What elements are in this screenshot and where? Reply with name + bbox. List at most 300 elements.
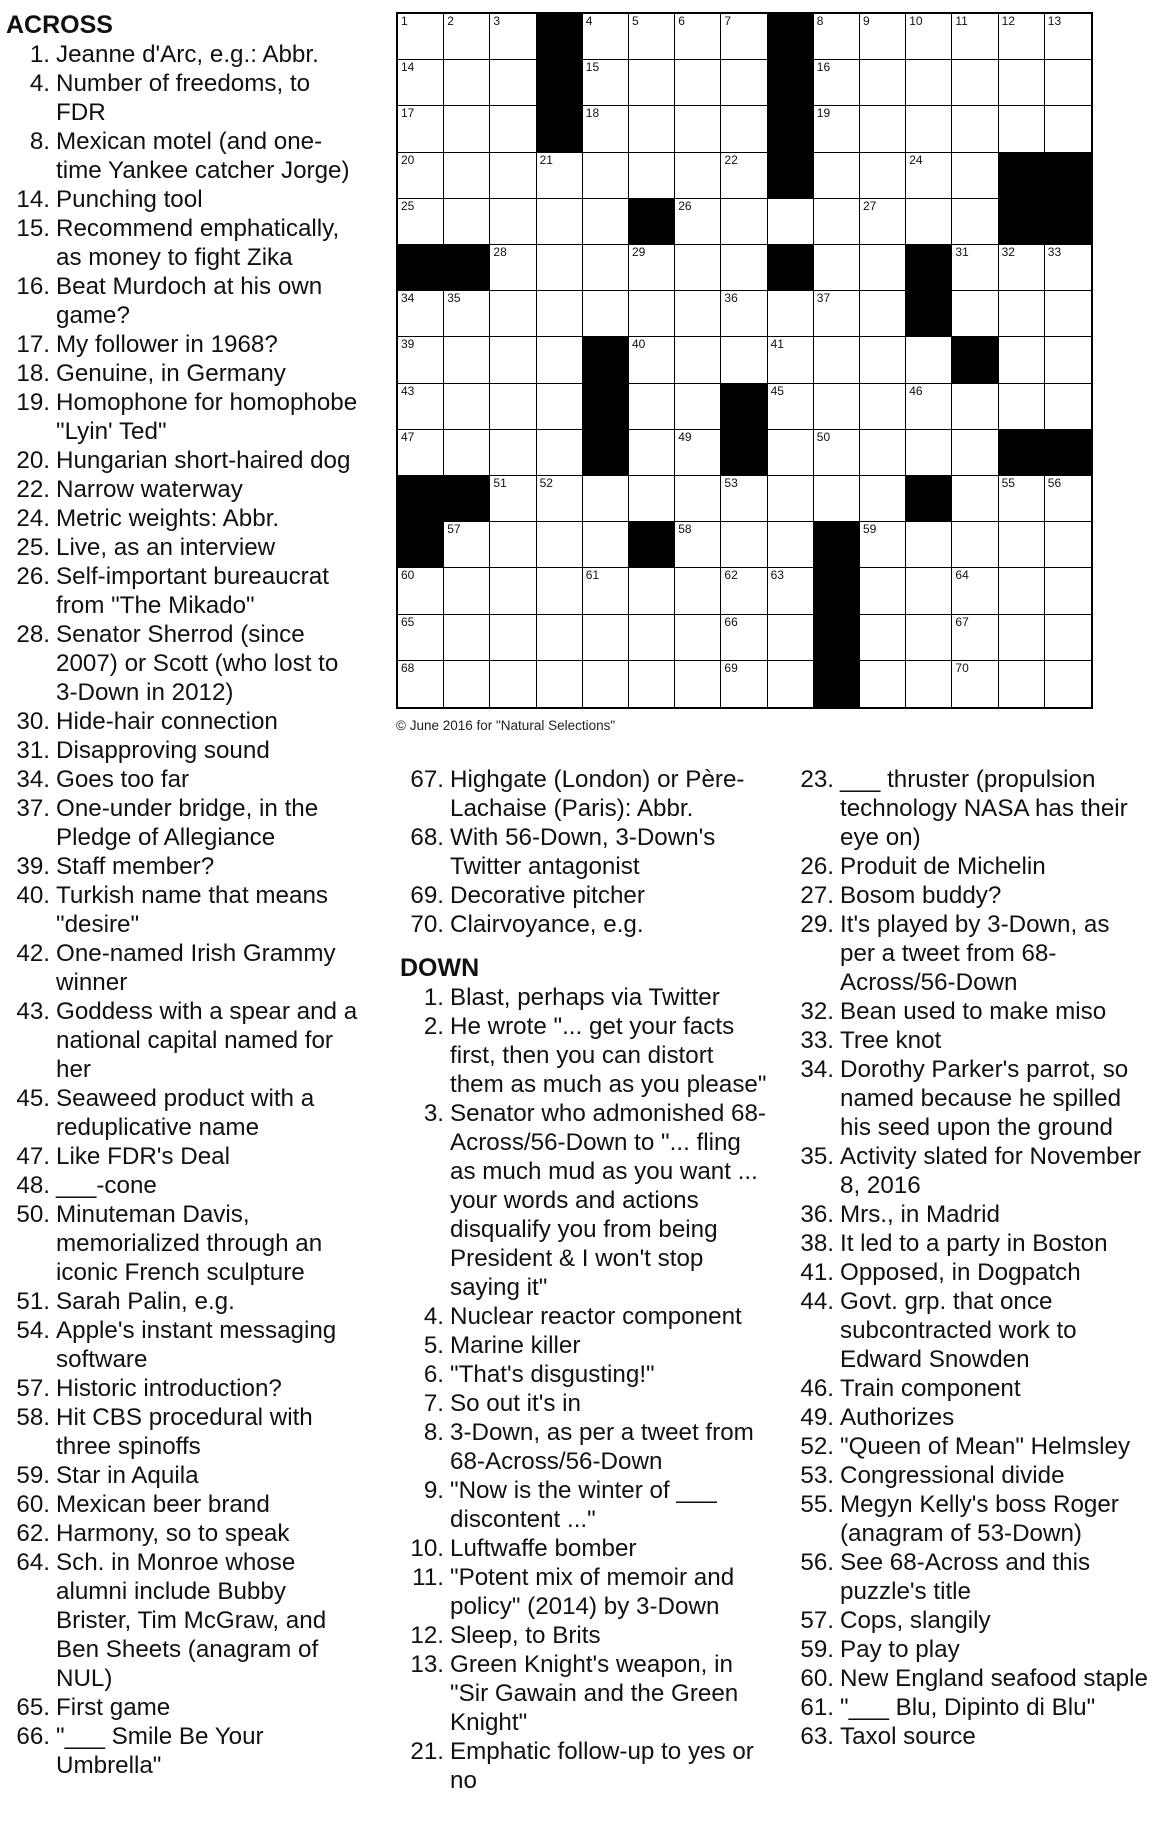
grid-cell[interactable] [583, 60, 629, 106]
cell-number: 39 [401, 337, 415, 352]
grid-cell[interactable] [537, 661, 583, 707]
grid-cell[interactable] [398, 60, 444, 106]
grid-cell[interactable] [768, 568, 814, 614]
clue-text: Activity slated for November 8, 2016 [840, 1143, 1142, 1199]
clue-text: Beat Murdoch at his own game? [56, 273, 323, 329]
clue-number: 53. [800, 1462, 834, 1489]
grid-cell[interactable] [675, 568, 721, 614]
down-clue [790, 1606, 1150, 1635]
grid-cell[interactable] [952, 476, 998, 522]
grid-cell[interactable] [860, 291, 906, 337]
clue-text: It's played by 3-Down, as per a tweet from 68-Across/56-Down [840, 911, 1110, 996]
down-clue [790, 1490, 1150, 1548]
grid-cell[interactable] [999, 106, 1045, 152]
grid-cell[interactable] [490, 661, 536, 707]
grid-cell[interactable] [814, 476, 860, 522]
grid-cell[interactable] [444, 384, 490, 430]
clue-number: 7. [423, 1390, 444, 1417]
clue-number: 26. [800, 853, 834, 880]
cell-number: 24 [909, 152, 923, 167]
grid-cell[interactable] [906, 106, 952, 152]
clue-number: 58. [16, 1404, 50, 1431]
grid-cell[interactable] [952, 60, 998, 106]
grid-cell[interactable] [860, 245, 906, 291]
grid-cell[interactable] [1045, 291, 1091, 337]
clue-number: 12. [410, 1622, 444, 1649]
grid-cell[interactable] [629, 245, 675, 291]
grid-cell[interactable] [444, 199, 490, 245]
grid-cell[interactable] [398, 199, 444, 245]
cell-number: 43 [401, 383, 415, 398]
clue-number: 2. [423, 1013, 444, 1040]
clue-number: 36. [800, 1201, 834, 1228]
grid-cell[interactable] [860, 522, 906, 568]
grid-cell[interactable] [490, 476, 536, 522]
grid-cell[interactable] [814, 337, 860, 383]
grid-cell[interactable] [490, 337, 536, 383]
grid-cell[interactable] [1045, 476, 1091, 522]
clue-number: 60. [16, 1491, 50, 1518]
across-heading: ACROSS [6, 11, 113, 39]
cell-number: 52 [539, 476, 553, 490]
grid-cell[interactable] [444, 661, 490, 707]
cell-number: 55 [1001, 476, 1015, 490]
grid-cell[interactable] [444, 615, 490, 661]
grid-cell[interactable] [490, 291, 536, 337]
clue-number: 27. [800, 882, 834, 909]
grid-cell[interactable] [906, 615, 952, 661]
grid-cell[interactable] [444, 430, 490, 476]
grid-cell[interactable] [860, 615, 906, 661]
clue-text: Bean used to make miso [840, 998, 1107, 1025]
clue-text: Mexican motel (and one-time Yankee catcher Jorge) [56, 128, 350, 184]
grid-cell[interactable] [999, 384, 1045, 430]
cell-number: 69 [724, 660, 738, 675]
grid-cell[interactable] [768, 661, 814, 707]
cell-number: 60 [401, 568, 415, 583]
grid-cell[interactable] [952, 153, 998, 199]
clue-text: Historic introduction? [56, 1375, 282, 1402]
clue-text: Blast, perhaps via Twitter [450, 984, 720, 1011]
cell-number: 20 [401, 152, 415, 167]
clue-number: 32. [800, 998, 834, 1025]
grid-cell[interactable] [999, 291, 1045, 337]
cell-number: 37 [816, 291, 831, 306]
clue-text: Highgate (London) or Père-Lachaise (Paris): Abbr. [450, 766, 745, 822]
clue-number: 23. [800, 766, 834, 793]
grid-cell[interactable] [721, 476, 767, 522]
grid-cell[interactable] [398, 430, 444, 476]
grid-cell[interactable] [814, 106, 860, 152]
grid-cell[interactable] [952, 291, 998, 337]
grid-cell[interactable] [537, 615, 583, 661]
grid-cell[interactable] [583, 291, 629, 337]
clue-number: 10. [410, 1535, 444, 1562]
cell-number: 25 [401, 198, 415, 213]
grid-cell[interactable] [721, 245, 767, 291]
grid-cell[interactable] [629, 430, 675, 476]
clue-text: Seaweed product with a reduplicative name [56, 1085, 315, 1141]
grid-cell[interactable] [398, 337, 444, 383]
down-clue [790, 1287, 1150, 1374]
clue-text: Sleep, to Brits [450, 1622, 601, 1649]
cell-number: 10 [909, 14, 923, 28]
grid-cell[interactable] [629, 291, 675, 337]
grid-cell[interactable] [398, 661, 444, 707]
grid-cell[interactable] [814, 199, 860, 245]
grid-cell[interactable] [860, 661, 906, 707]
grid-block [721, 430, 767, 476]
clue-text: Genuine, in Germany [56, 360, 286, 387]
cell-number: 61 [585, 568, 600, 583]
grid-cell[interactable] [860, 14, 906, 60]
grid-cell[interactable] [768, 430, 814, 476]
grid-cell[interactable] [906, 14, 952, 60]
clue-text: Megyn Kelly's boss Roger (anagram of 53-Down) [840, 1491, 1119, 1547]
grid-cell[interactable] [398, 153, 444, 199]
grid-block [768, 14, 814, 60]
clue-text: Jeanne d'Arc, e.g.: Abbr. [56, 41, 319, 68]
grid-cell[interactable] [490, 522, 536, 568]
grid-cell[interactable] [675, 522, 721, 568]
grid-cell[interactable] [629, 661, 675, 707]
grid-cell[interactable] [629, 14, 675, 60]
cell-number: 5 [632, 14, 639, 28]
cell-number: 45 [770, 383, 784, 398]
grid-cell[interactable] [629, 568, 675, 614]
grid-cell[interactable] [721, 615, 767, 661]
grid-block [1045, 199, 1091, 245]
grid-cell[interactable] [444, 153, 490, 199]
down-clue [790, 1693, 1150, 1722]
grid-cell[interactable] [814, 384, 860, 430]
grid-cell[interactable] [906, 153, 952, 199]
grid-cell[interactable] [999, 337, 1045, 383]
grid-cell[interactable] [537, 245, 583, 291]
grid-cell[interactable] [952, 661, 998, 707]
grid-cell[interactable] [629, 106, 675, 152]
grid-cell[interactable] [1045, 106, 1091, 152]
cell-number: 1 [401, 14, 408, 28]
grid-cell[interactable] [583, 661, 629, 707]
across-clue [6, 1461, 364, 1490]
grid-cell[interactable] [675, 430, 721, 476]
grid-cell[interactable] [398, 384, 444, 430]
across-clue [6, 939, 364, 997]
cell-number: 41 [770, 337, 784, 352]
across-clue [6, 1287, 364, 1316]
grid-cell[interactable] [537, 153, 583, 199]
grid-cell[interactable] [860, 153, 906, 199]
across-clue [6, 1374, 364, 1403]
grid-cell[interactable] [999, 476, 1045, 522]
grid-cell[interactable] [952, 615, 998, 661]
grid-cell[interactable] [952, 199, 998, 245]
down-clue [400, 1621, 770, 1650]
grid-cell[interactable] [999, 568, 1045, 614]
grid-cell[interactable] [906, 522, 952, 568]
grid-cell[interactable] [675, 199, 721, 245]
cell-number: 46 [909, 383, 923, 398]
grid-cell[interactable] [583, 245, 629, 291]
cell-number: 58 [678, 522, 692, 537]
grid-cell[interactable] [398, 106, 444, 152]
grid-cell[interactable] [583, 522, 629, 568]
grid-cell[interactable] [398, 14, 444, 60]
grid-cell[interactable] [490, 430, 536, 476]
grid-cell[interactable] [537, 522, 583, 568]
grid-cell[interactable] [860, 430, 906, 476]
grid-cell[interactable] [860, 199, 906, 245]
across-clue [6, 69, 364, 127]
grid-cell[interactable] [490, 106, 536, 152]
down-clue [790, 852, 1150, 881]
clue-number: 17. [16, 331, 50, 358]
grid-cell[interactable] [675, 476, 721, 522]
grid-cell[interactable] [537, 568, 583, 614]
across-clue [6, 272, 364, 330]
grid-cell[interactable] [398, 615, 444, 661]
across-clue [6, 330, 364, 359]
grid-cell[interactable] [768, 615, 814, 661]
grid-cell[interactable] [583, 568, 629, 614]
grid-cell[interactable] [629, 384, 675, 430]
clue-number: 26. [16, 563, 50, 590]
clue-text: Mexican beer brand [56, 1491, 270, 1518]
grid-cell[interactable] [583, 106, 629, 152]
cell-number: 18 [585, 106, 600, 121]
grid-cell[interactable] [999, 615, 1045, 661]
grid-block [814, 615, 860, 661]
grid-cell[interactable] [537, 291, 583, 337]
grid-cell[interactable] [1045, 384, 1091, 430]
across-clue [6, 40, 364, 69]
grid-cell[interactable] [952, 106, 998, 152]
grid-cell[interactable] [583, 199, 629, 245]
grid-cell[interactable] [675, 153, 721, 199]
across-clue [6, 1171, 364, 1200]
grid-cell[interactable] [490, 153, 536, 199]
clue-number: 4. [29, 70, 50, 97]
grid-cell[interactable] [444, 291, 490, 337]
grid-cell[interactable] [583, 14, 629, 60]
grid-cell[interactable] [999, 60, 1045, 106]
clue-text: Homophone for homophobe "Lyin' Ted" [56, 389, 358, 445]
across-clue [6, 214, 364, 272]
grid-cell[interactable] [952, 522, 998, 568]
grid-cell[interactable] [490, 384, 536, 430]
grid-cell[interactable] [860, 568, 906, 614]
clue-number: 49. [800, 1404, 834, 1431]
grid-cell[interactable] [768, 384, 814, 430]
down-clue [790, 997, 1150, 1026]
grid-cell[interactable] [906, 60, 952, 106]
clue-text: So out it's in [450, 1390, 581, 1417]
down-clue [790, 1142, 1150, 1200]
grid-cell[interactable] [675, 245, 721, 291]
across-clue [6, 707, 364, 736]
grid-block [583, 384, 629, 430]
grid-cell[interactable] [768, 199, 814, 245]
grid-cell[interactable] [444, 60, 490, 106]
grid-cell[interactable] [583, 615, 629, 661]
grid-cell[interactable] [675, 337, 721, 383]
clue-text: Emphatic follow-up to yes or no [450, 1738, 754, 1794]
grid-cell[interactable] [952, 384, 998, 430]
across-clue [6, 1548, 364, 1693]
grid-cell[interactable] [906, 430, 952, 476]
clue-text: Mrs., in Madrid [840, 1201, 1000, 1228]
clue-text: Luftwaffe bomber [450, 1535, 637, 1562]
grid-cell[interactable] [999, 661, 1045, 707]
grid-cell[interactable] [768, 522, 814, 568]
grid-cell[interactable] [952, 245, 998, 291]
clue-text: Live, as an interview [56, 534, 276, 561]
grid-cell[interactable] [675, 14, 721, 60]
grid-cell[interactable] [952, 568, 998, 614]
grid-cell[interactable] [721, 522, 767, 568]
grid-cell[interactable] [814, 291, 860, 337]
grid-cell[interactable] [444, 522, 490, 568]
across-clue [6, 533, 364, 562]
grid-cell[interactable] [583, 153, 629, 199]
grid-cell[interactable] [721, 199, 767, 245]
grid-cell[interactable] [583, 476, 629, 522]
grid-cell[interactable] [629, 153, 675, 199]
grid-cell[interactable] [444, 568, 490, 614]
across-clue [6, 794, 364, 852]
clue-text: Marine killer [450, 1332, 581, 1359]
grid-cell[interactable] [906, 568, 952, 614]
grid-cell[interactable] [1045, 337, 1091, 383]
grid-cell[interactable] [999, 245, 1045, 291]
clue-number: 15. [16, 215, 50, 242]
grid-cell[interactable] [398, 291, 444, 337]
grid-cell[interactable] [1045, 568, 1091, 614]
down-clue [400, 1012, 770, 1099]
grid-cell[interactable] [906, 199, 952, 245]
grid-cell[interactable] [1045, 522, 1091, 568]
grid-cell[interactable] [444, 14, 490, 60]
clue-number: 20. [16, 447, 50, 474]
across-clue [400, 881, 770, 910]
cell-number: 56 [1047, 476, 1062, 490]
grid-cell[interactable] [906, 337, 952, 383]
grid-cell[interactable] [537, 430, 583, 476]
grid-cell[interactable] [537, 384, 583, 430]
grid-cell[interactable] [490, 199, 536, 245]
grid-cell[interactable] [629, 615, 675, 661]
grid-cell[interactable] [1045, 60, 1091, 106]
grid-cell[interactable] [814, 60, 860, 106]
across-clue [6, 1316, 364, 1374]
grid-cell[interactable] [721, 337, 767, 383]
clue-text: See 68-Across and this puzzle's title [840, 1549, 1091, 1605]
grid-cell[interactable] [675, 60, 721, 106]
grid-cell[interactable] [814, 430, 860, 476]
clue-text: Metric weights: Abbr. [56, 505, 280, 532]
grid-cell[interactable] [675, 615, 721, 661]
cell-number: 2 [447, 14, 454, 28]
grid-cell[interactable] [721, 60, 767, 106]
grid-cell[interactable] [860, 337, 906, 383]
grid-cell[interactable] [814, 14, 860, 60]
grid-cell[interactable] [490, 14, 536, 60]
clue-number: 59. [800, 1636, 834, 1663]
grid-cell[interactable] [721, 106, 767, 152]
grid-cell[interactable] [952, 14, 998, 60]
grid-cell[interactable] [675, 384, 721, 430]
clue-text: Green Knight's weapon, in "Sir Gawain and the Green Knight" [450, 1651, 739, 1736]
grid-cell[interactable] [906, 384, 952, 430]
down-clue [790, 1664, 1150, 1693]
grid-cell[interactable] [1045, 245, 1091, 291]
grid-cell[interactable] [490, 568, 536, 614]
cell-number: 4 [585, 14, 593, 28]
grid-cell[interactable] [999, 14, 1045, 60]
across-clue [6, 388, 364, 446]
clue-number: 25. [16, 534, 50, 561]
grid-cell[interactable] [675, 661, 721, 707]
grid-cell[interactable] [490, 60, 536, 106]
cell-number: 47 [401, 429, 415, 444]
grid-cell[interactable] [814, 245, 860, 291]
grid-cell[interactable] [1045, 14, 1091, 60]
clue-text: With 56-Down, 3-Down's Twitter antagonist [450, 824, 716, 880]
grid-cell[interactable] [721, 14, 767, 60]
grid-cell[interactable] [675, 291, 721, 337]
grid-cell[interactable] [768, 337, 814, 383]
grid-cell[interactable] [860, 476, 906, 522]
grid-cell[interactable] [1045, 615, 1091, 661]
down-clue [400, 1389, 770, 1418]
grid-cell[interactable] [768, 476, 814, 522]
grid-cell[interactable] [1045, 661, 1091, 707]
clue-text: Senator who admonished 68-Across/56-Down to "... fling as much mud as you want ... your words and actions disqualify you from being President & I won't stop saying it" [450, 1100, 766, 1301]
clue-text: Self-important bureaucrat from "The Mikado" [56, 563, 329, 619]
grid-cell[interactable] [629, 60, 675, 106]
grid-cell[interactable] [860, 384, 906, 430]
grid-cell[interactable] [721, 153, 767, 199]
down-clue [790, 1374, 1150, 1403]
grid-cell[interactable] [398, 568, 444, 614]
grid-cell[interactable] [721, 661, 767, 707]
grid-cell[interactable] [814, 153, 860, 199]
grid-cell[interactable] [537, 337, 583, 383]
grid-cell[interactable] [768, 291, 814, 337]
grid-cell[interactable] [537, 199, 583, 245]
grid-cell[interactable] [629, 337, 675, 383]
grid-cell[interactable] [490, 245, 536, 291]
grid-cell[interactable] [490, 615, 536, 661]
grid-cell[interactable] [721, 568, 767, 614]
grid-cell[interactable] [906, 661, 952, 707]
grid-cell[interactable] [721, 291, 767, 337]
grid-cell[interactable] [675, 106, 721, 152]
grid-cell[interactable] [999, 522, 1045, 568]
clue-text: Congressional divide [840, 1462, 1065, 1489]
grid-cell[interactable] [952, 430, 998, 476]
grid-cell[interactable] [444, 337, 490, 383]
grid-cell[interactable] [860, 106, 906, 152]
grid-cell[interactable] [860, 60, 906, 106]
clue-number: 56. [800, 1549, 834, 1576]
down-clue [790, 1055, 1150, 1142]
grid-cell[interactable] [537, 476, 583, 522]
clue-number: 64. [16, 1549, 50, 1576]
grid-cell[interactable] [629, 476, 675, 522]
grid-cell[interactable] [444, 106, 490, 152]
